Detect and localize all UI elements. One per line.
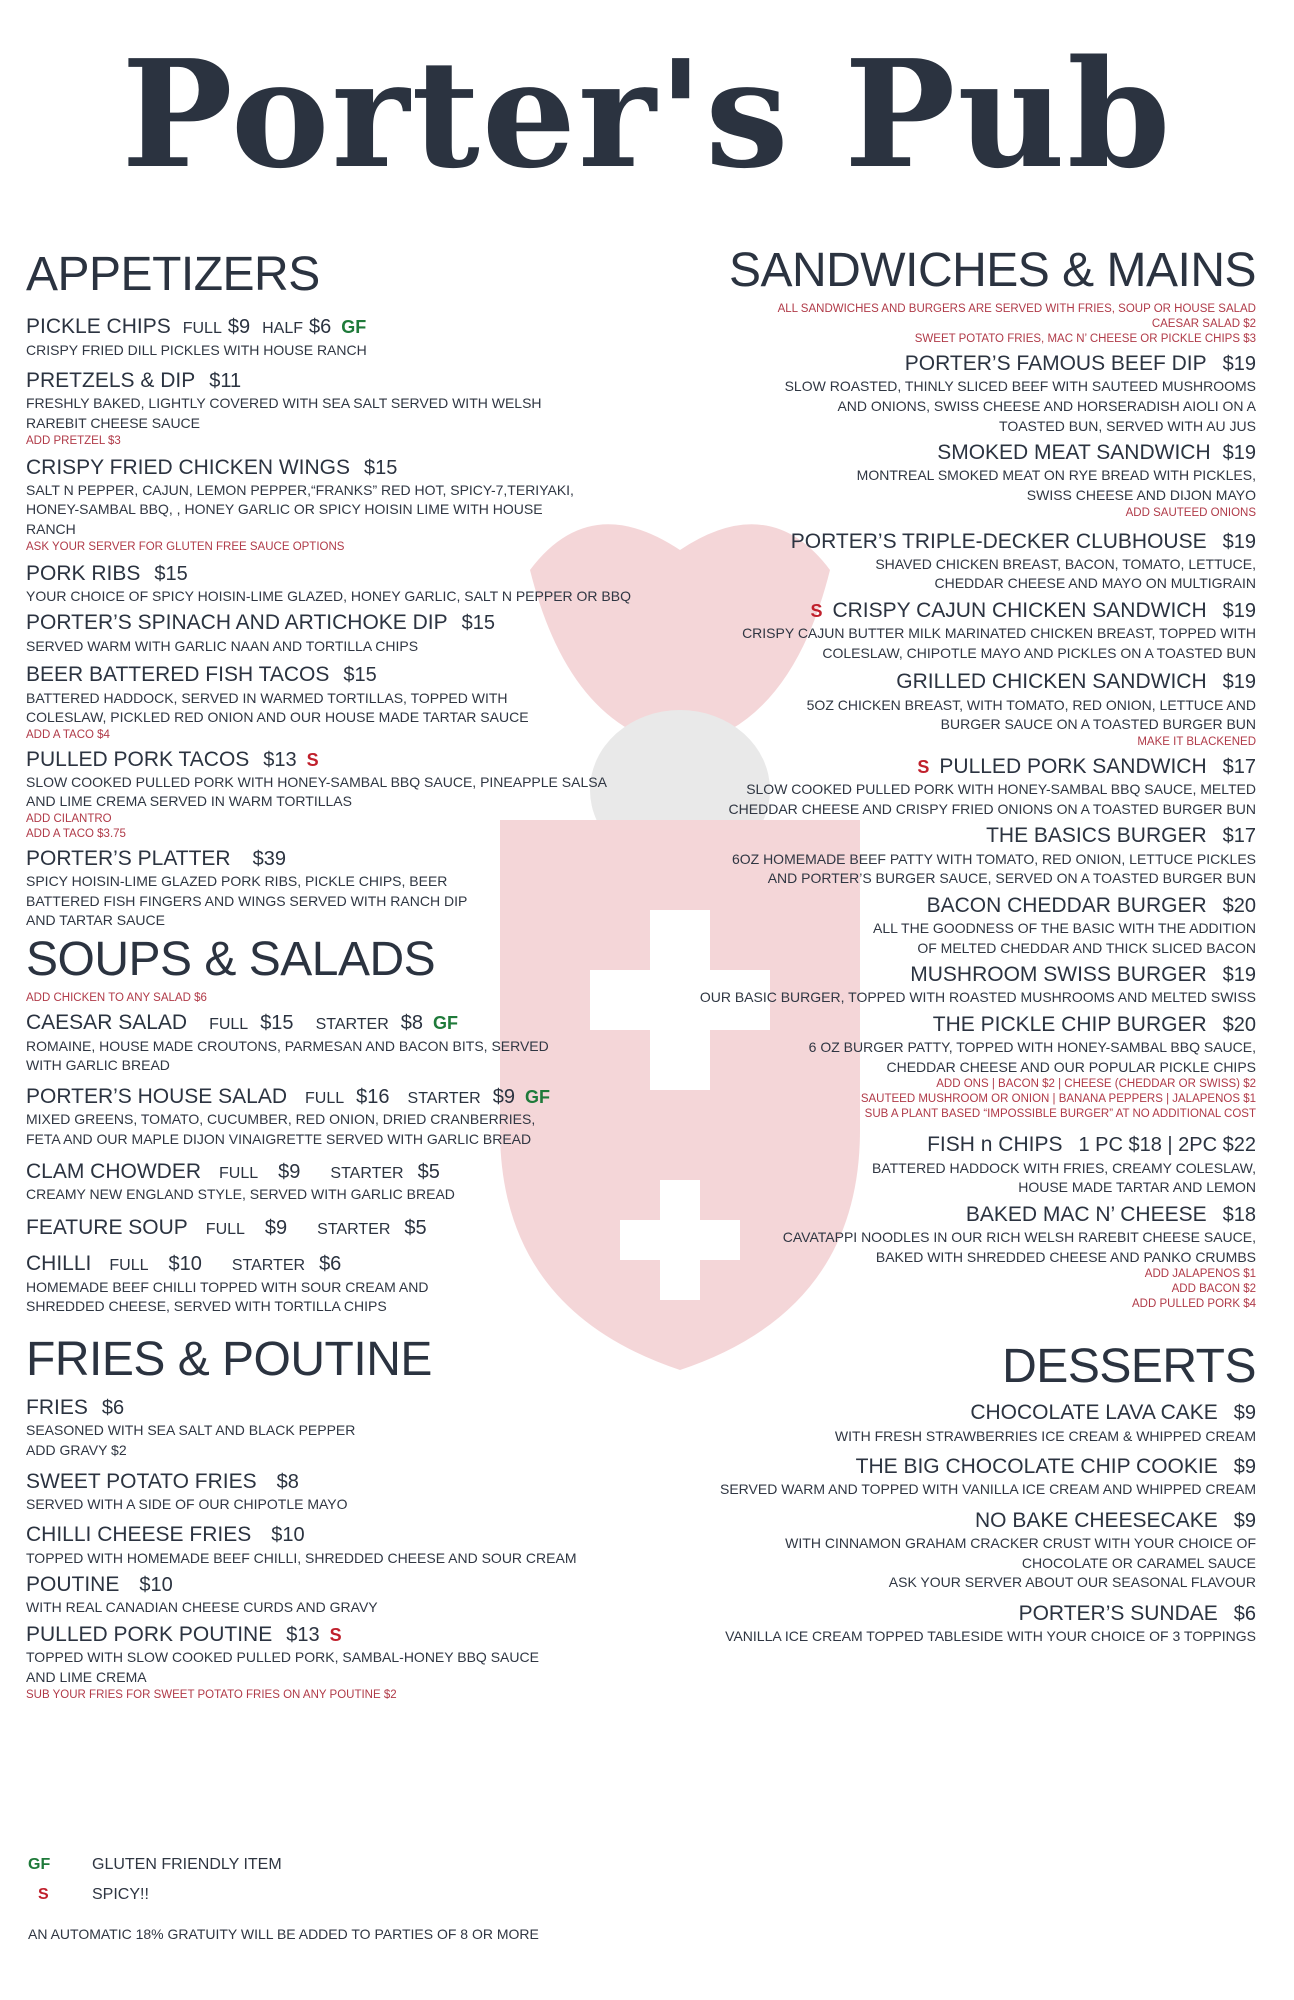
spicy-badge: S bbox=[917, 756, 930, 777]
appetizers-heading: APPETIZERS bbox=[26, 248, 320, 301]
item-name: PORTER’S PLATTER bbox=[26, 846, 231, 870]
item-price: $19 bbox=[1222, 600, 1256, 623]
item-description: 6 OZ BURGER PATTY, TOPPED WITH HONEY-SAMBAL BBQ SAUCE, CHEDDAR CHEESE AND OUR POPULAR PICKLE CHIPS bbox=[808, 1039, 1256, 1075]
spicy-legend-label: SPICY!! bbox=[92, 1886, 149, 1903]
item-price: $6 bbox=[101, 1397, 125, 1420]
item-note: ADD PRETZEL $3 bbox=[26, 434, 121, 447]
item-description: OUR BASIC BURGER, TOPPED WITH ROASTED MUSHROOMS AND MELTED SWISS bbox=[699, 989, 1256, 1006]
menu-item bbox=[26, 1572, 676, 1618]
menu-item bbox=[696, 962, 1256, 1008]
item-name: PORTER’S SUNDAE bbox=[1018, 1602, 1218, 1626]
size-label: STARTER bbox=[407, 1089, 481, 1107]
size-label: FULL bbox=[209, 1016, 249, 1034]
menu-item bbox=[696, 440, 1256, 520]
menu-item bbox=[696, 1601, 1256, 1647]
item-price: $13 bbox=[263, 748, 297, 771]
size-label: FULL bbox=[109, 1257, 149, 1275]
item-name: CHILLI bbox=[26, 1252, 92, 1276]
item-description: MONTREAL SMOKED MEAT ON RYE BREAD WITH PICKLES, SWISS CHEESE AND DIJON MAYO bbox=[856, 467, 1256, 504]
gf-badge: GF bbox=[433, 1013, 459, 1034]
item-price: $6 bbox=[1233, 1603, 1256, 1626]
menu-item bbox=[696, 823, 1256, 888]
menu-item bbox=[26, 1084, 676, 1149]
item-note: SUB A PLANT BASED “IMPOSSIBLE BURGER” AT NO ADDITIONAL COST bbox=[864, 1108, 1256, 1121]
item-price: $17 bbox=[1222, 825, 1256, 848]
item-price: $9 bbox=[264, 1217, 288, 1240]
item-name: PORK RIBS bbox=[26, 561, 141, 585]
item-price: $39 bbox=[252, 847, 286, 870]
mains-note: CAESAR SALAD $2 bbox=[1151, 318, 1256, 331]
item-note: ADD ONS | BACON $2 | CHEESE (CHEDDAR OR SWISS) $2 bbox=[936, 1078, 1256, 1091]
item-name: FEATURE SOUP bbox=[26, 1216, 188, 1240]
item-name: THE PICKLE CHIP BURGER bbox=[932, 1013, 1207, 1037]
item-description: MIXED GREENS, TOMATO, CUCUMBER, RED ONION, DRIED CRANBERRIES, FETA AND OUR MAPLE DIJON VINAIGRETTE SERVED WITH GARLIC BREAD bbox=[26, 1111, 536, 1147]
mains-list bbox=[696, 351, 1256, 1312]
item-price: $20 bbox=[1222, 1014, 1256, 1037]
item-description: WITH REAL CANADIAN CHEESE CURDS AND GRAVY bbox=[26, 1599, 378, 1616]
item-price: $8 bbox=[276, 1470, 299, 1493]
item-price: $19 bbox=[1222, 964, 1256, 987]
menu-item bbox=[696, 598, 1256, 663]
item-name: CHILLI CHEESE FRIES bbox=[26, 1523, 252, 1547]
item-description: CRISPY CAJUN BUTTER MILK MARINATED CHICKEN BREAST, TOPPED WITH COLESLAW, CHIPOTLE MAYO AND PICKLES ON A TOASTED BUN bbox=[742, 625, 1256, 661]
menu-item bbox=[26, 314, 676, 360]
size-label: STARTER bbox=[315, 1016, 389, 1034]
item-name: PULLED PORK POUTINE bbox=[26, 1623, 273, 1647]
item-note: ASK YOUR SERVER FOR GLUTEN FREE SAUCE OPTIONS bbox=[26, 540, 345, 553]
item-description: CREAMY NEW ENGLAND STYLE, SERVED WITH GARLIC BREAD bbox=[26, 1186, 455, 1203]
menu-item bbox=[26, 747, 676, 842]
item-note: ADD PULLED PORK $4 bbox=[1132, 1298, 1256, 1311]
item-price: $15 bbox=[343, 664, 377, 687]
item-price: $9 bbox=[1233, 1456, 1256, 1479]
right-column bbox=[696, 246, 1256, 1647]
item-description: SLOW COOKED PULLED PORK WITH HONEY-SAMBAL BBQ SAUCE, PINEAPPLE SALSA AND LIME CREMA SERVED IN WARM TORTILLAS bbox=[26, 773, 607, 810]
item-description: BATTERED HADDOCK WITH FRIES, CREAMY COLESLAW, HOUSE MADE TARTAR AND LEMON bbox=[871, 1159, 1256, 1196]
item-price: $6 bbox=[309, 316, 332, 339]
spicy-badge: S bbox=[810, 601, 823, 622]
item-description: SERVED WITH A SIDE OF OUR CHIPOTLE MAYO bbox=[26, 1495, 348, 1512]
soups-note: ADD CHICKEN TO ANY SALAD $6 bbox=[26, 992, 207, 1005]
item-name: PULLED PORK SANDWICH bbox=[939, 754, 1207, 778]
item-description: SLOW ROASTED, THINLY SLICED BEEF WITH SAUTEED MUSHROOMS AND ONIONS, SWISS CHEESE AND HORSERADISH AIOLI ON A TOASTED BUN, SERVED WITH AU JUS bbox=[784, 378, 1256, 434]
item-price: $19 bbox=[1222, 353, 1256, 376]
item-note: SUB YOUR FRIES FOR SWEET POTATO FRIES ON ANY POUTINE $2 bbox=[26, 1688, 397, 1701]
item-price: $8 bbox=[400, 1012, 424, 1035]
menu-item bbox=[26, 561, 676, 607]
item-name: PULLED PORK TACOS bbox=[26, 747, 250, 771]
item-description: 6OZ HOMEMADE BEEF PATTY WITH TOMATO, RED ONION, LETTUCE PICKLES AND PORTER’S BURGER SAUCE, SERVED ON A TOASTED BURGER BUN bbox=[731, 850, 1256, 887]
item-note: ADD A TACO $4 bbox=[26, 728, 110, 741]
item-name: SMOKED MEAT SANDWICH bbox=[937, 441, 1211, 465]
menu-item bbox=[26, 662, 676, 742]
item-name: PORTER’S TRIPLE-DECKER CLUBHOUSE bbox=[790, 529, 1207, 553]
item-description-extra: ADD GRAVY $2 bbox=[26, 1441, 127, 1458]
item-description: FRESHLY BAKED, LIGHTLY COVERED WITH SEA SALT SERVED WITH WELSH RAREBIT CHEESE SAUCE bbox=[26, 395, 542, 432]
item-price: $20 bbox=[1222, 894, 1256, 917]
gf-badge: GF bbox=[341, 317, 367, 338]
item-note: ADD SAUTEED ONIONS bbox=[1125, 506, 1256, 519]
soups-heading: SOUPS & SALADS bbox=[26, 932, 436, 986]
menu-item bbox=[26, 610, 676, 656]
pub-title: Porter's Pub bbox=[121, 27, 1173, 201]
item-price: $9 bbox=[1233, 1510, 1256, 1533]
size-label: HALF bbox=[262, 320, 303, 338]
item-description: VANILLA ICE CREAM TOPPED TABLESIDE WITH YOUR CHOICE OF 3 TOPPINGS bbox=[725, 1628, 1256, 1645]
item-name: CRISPY CAJUN CHICKEN SANDWICH bbox=[832, 599, 1207, 623]
item-price: $9 bbox=[1233, 1402, 1256, 1425]
gf-badge: GF bbox=[524, 1086, 550, 1107]
item-description: SEASONED WITH SEA SALT AND BLACK PEPPER bbox=[26, 1422, 356, 1439]
item-description: 5OZ CHICKEN BREAST, WITH TOMATO, RED ONION, LETTUCE AND BURGER SAUCE ON A TOASTED BURGER BUN bbox=[806, 696, 1256, 733]
mains-note: SWEET POTATO FRIES, MAC N’ CHEESE OR PICKLE CHIPS $3 bbox=[914, 333, 1256, 346]
item-price: $5 bbox=[417, 1161, 440, 1184]
item-name: THE BASICS BURGER bbox=[986, 824, 1207, 848]
spicy-legend-mark: S bbox=[38, 1886, 49, 1903]
desserts-list bbox=[696, 1400, 1256, 1647]
item-description: SERVED WARM WITH GARLIC NAAN AND TORTILLA CHIPS bbox=[26, 637, 419, 654]
fries-list bbox=[26, 1395, 676, 1702]
item-price: $6 bbox=[319, 1253, 342, 1276]
item-price: $9 bbox=[278, 1161, 301, 1184]
item-description: HOMEMADE BEEF CHILLI TOPPED WITH SOUR CREAM AND SHREDDED CHEESE, SERVED WITH TORTILLA CHIPS bbox=[26, 1278, 429, 1315]
size-label: FULL bbox=[305, 1089, 345, 1107]
gratuity-note: AN AUTOMATIC 18% GRATUITY WILL BE ADDED TO PARTIES OF 8 OR MORE bbox=[28, 1926, 539, 1942]
item-note: MAKE IT BLACKENED bbox=[1137, 735, 1256, 748]
item-name: NO BAKE CHEESECAKE bbox=[975, 1509, 1218, 1533]
menu-item bbox=[696, 893, 1256, 958]
item-name: PRETZELS & DIP bbox=[26, 369, 196, 393]
item-note: ADD JALAPENOS $1 bbox=[1144, 1268, 1256, 1281]
menu-item bbox=[26, 1622, 676, 1702]
size-label: FULL bbox=[205, 1221, 245, 1239]
item-note: ADD BACON $2 bbox=[1171, 1283, 1256, 1296]
item-name: BACON CHEDDAR BURGER bbox=[926, 893, 1207, 917]
item-name: PORTER’S HOUSE SALAD bbox=[26, 1084, 288, 1108]
mains-heading: SANDWICHES & MAINS bbox=[728, 244, 1256, 297]
item-description: TOPPED WITH HOMEMADE BEEF CHILLI, SHREDDED CHEESE AND SOUR CREAM bbox=[26, 1549, 577, 1566]
menu-item bbox=[696, 754, 1256, 819]
size-label: STARTER bbox=[231, 1257, 306, 1275]
menu-item bbox=[26, 455, 676, 555]
item-price: $9 bbox=[227, 316, 251, 339]
mains-note: ALL SANDWICHES AND BURGERS ARE SERVED WITH FRIES, SOUP OR HOUSE SALAD bbox=[777, 303, 1256, 316]
menu-item bbox=[696, 351, 1256, 436]
item-name: PORTER’S FAMOUS BEEF DIP bbox=[904, 352, 1207, 376]
item-name: POUTINE bbox=[26, 1573, 120, 1597]
fries-heading: FRIES & POUTINE bbox=[26, 1332, 432, 1386]
item-name: SWEET POTATO FRIES bbox=[26, 1469, 257, 1493]
item-name: BAKED MAC N’ CHEESE bbox=[965, 1202, 1207, 1226]
menu-item bbox=[696, 1508, 1256, 1593]
item-description: CRISPY FRIED DILL PICKLES WITH HOUSE RANCH bbox=[26, 341, 367, 358]
menu-item bbox=[696, 1132, 1256, 1197]
size-label: STARTER bbox=[330, 1165, 404, 1183]
size-label: FULL bbox=[219, 1165, 259, 1183]
item-price: $19 bbox=[1222, 530, 1256, 553]
item-price: $19 bbox=[1222, 442, 1256, 465]
item-price: $16 bbox=[356, 1085, 390, 1108]
item-price: $13 bbox=[286, 1624, 320, 1647]
menu-item bbox=[26, 1522, 676, 1568]
menu-item bbox=[26, 1251, 676, 1316]
item-name: FISH n CHIPS bbox=[927, 1133, 1063, 1157]
desserts-heading: DESSERTS bbox=[1002, 1339, 1256, 1393]
item-price: $15 bbox=[154, 562, 188, 585]
item-description: SERVED WARM AND TOPPED WITH VANILLA ICE CREAM AND WHIPPED CREAM bbox=[720, 1481, 1256, 1498]
gf-legend-mark: GF bbox=[28, 1856, 51, 1873]
item-price: $18 bbox=[1222, 1203, 1256, 1226]
item-name: THE BIG CHOCOLATE CHIP COOKIE bbox=[855, 1455, 1218, 1479]
menu-item bbox=[26, 1395, 676, 1460]
spicy-badge: S bbox=[306, 749, 319, 770]
legend bbox=[28, 1850, 282, 1910]
menu-item bbox=[26, 1469, 676, 1515]
item-price: $10 bbox=[139, 1574, 173, 1597]
item-description: YOUR CHOICE OF SPICY HOISIN-LIME GLAZED, HONEY GARLIC, SALT N PEPPER OR BBQ bbox=[26, 587, 631, 604]
size-label: FULL bbox=[182, 320, 222, 338]
item-description: CAVATAPPI NOODLES IN OUR RICH WELSH RAREBIT CHEESE SAUCE, BAKED WITH SHREDDED CHEESE AND PANKO CRUMBS bbox=[782, 1228, 1256, 1265]
menu-item bbox=[696, 529, 1256, 594]
menu-item bbox=[696, 1202, 1256, 1312]
item-description: ALL THE GOODNESS OF THE BASIC WITH THE ADDITION OF MELTED CHEDDAR AND THICK SLICED BACON bbox=[873, 919, 1256, 956]
item-price: $11 bbox=[209, 370, 242, 393]
menu-item bbox=[26, 1010, 676, 1075]
item-name: CHOCOLATE LAVA CAKE bbox=[970, 1401, 1218, 1425]
item-name: PORTER’S SPINACH AND ARTICHOKE DIP bbox=[26, 611, 448, 635]
item-price: $10 bbox=[271, 1524, 305, 1547]
menu-item bbox=[696, 669, 1256, 749]
item-price: $9 bbox=[492, 1085, 515, 1108]
item-description: WITH CINNAMON GRAHAM CRACKER CRUST WITH YOUR CHOICE OF CHOCOLATE OR CARAMEL SAUCE bbox=[785, 1535, 1256, 1571]
item-price: $10 bbox=[168, 1253, 202, 1276]
item-description: SLOW COOKED PULLED PORK WITH HONEY-SAMBAL BBQ SAUCE, MELTED CHEDDAR CHEESE AND CRISPY FRIED ONIONS ON A TOASTED BURGER BUN bbox=[728, 781, 1256, 817]
left-column bbox=[26, 250, 676, 1702]
size-label: STARTER bbox=[317, 1221, 391, 1239]
item-description: ROMAINE, HOUSE MADE CROUTONS, PARMESAN AND BACON BITS, SERVED WITH GARLIC BREAD bbox=[26, 1037, 549, 1074]
item-note: ADD CILANTRO bbox=[26, 813, 112, 826]
item-name: FRIES bbox=[26, 1396, 88, 1420]
item-price: $5 bbox=[404, 1217, 427, 1240]
item-price: $15 bbox=[461, 612, 496, 635]
menu-item bbox=[696, 1400, 1256, 1446]
menu-item bbox=[696, 1012, 1256, 1122]
item-note: ADD A TACO $3.75 bbox=[26, 828, 126, 841]
soups-list bbox=[26, 1010, 676, 1316]
item-name: CAESAR SALAD bbox=[26, 1011, 188, 1035]
spicy-badge: S bbox=[329, 1625, 342, 1646]
item-name: CLAM CHOWDER bbox=[26, 1160, 202, 1184]
item-price: $15 bbox=[363, 456, 398, 479]
item-price: $19 bbox=[1222, 671, 1256, 694]
appetizers-list bbox=[26, 314, 676, 931]
item-name: CRISPY FRIED CHICKEN WINGS bbox=[26, 455, 350, 479]
item-description: SPICY HOISIN-LIME GLAZED PORK RIBS, PICKLE CHIPS, BEER BATTERED FISH FINGERS AND WINGS SERVED WITH RANCH DIP AND TARTAR SAUCE bbox=[26, 873, 468, 929]
item-name: GRILLED CHICKEN SANDWICH bbox=[896, 670, 1207, 694]
item-price: $15 bbox=[260, 1012, 294, 1035]
item-description: SALT N PEPPER, CAJUN, LEMON PEPPER,“FRANKS” RED HOT, SPICY-7,TERIYAKI, HONEY-SAMBAL BBQ, , HONEY GARLIC OR SPICY HOISIN LIME WITH HOUSE RANCH bbox=[26, 481, 574, 538]
menu-item bbox=[26, 846, 676, 931]
gf-legend-label: GLUTEN FRIENDLY ITEM bbox=[92, 1856, 282, 1873]
item-note: SAUTEED MUSHROOM OR ONION | BANANA PEPPERS | JALAPENOS $1 bbox=[860, 1093, 1256, 1106]
item-name: MUSHROOM SWISS BURGER bbox=[910, 963, 1207, 987]
item-description-extra: ASK YOUR SERVER ABOUT OUR SEASONAL FLAVOUR bbox=[888, 1574, 1256, 1591]
menu-item bbox=[26, 368, 676, 448]
menu-item bbox=[696, 1454, 1256, 1500]
item-description: BATTERED HADDOCK, SERVED IN WARMED TORTILLAS, TOPPED WITH COLESLAW, PICKLED RED ONION AND OUR HOUSE MADE TARTAR SAUCE bbox=[26, 689, 529, 726]
item-price: $17 bbox=[1222, 755, 1256, 778]
item-name: BEER BATTERED FISH TACOS bbox=[26, 663, 330, 687]
item-price: 1 PC $18 | 2PC $22 bbox=[1078, 1134, 1256, 1157]
item-name: PICKLE CHIPS bbox=[26, 315, 171, 339]
menu-item bbox=[26, 1215, 676, 1241]
item-description: WITH FRESH STRAWBERRIES ICE CREAM & WHIPPED CREAM bbox=[834, 1427, 1256, 1444]
item-description: TOPPED WITH SLOW COOKED PULLED PORK, SAMBAL-HONEY BBQ SAUCE AND LIME CREMA bbox=[26, 1649, 539, 1685]
item-description: SHAVED CHICKEN BREAST, BACON, TOMATO, LETTUCE, CHEDDAR CHEESE AND MAYO ON MULTIGRAIN bbox=[875, 555, 1256, 592]
menu-item bbox=[26, 1159, 676, 1205]
